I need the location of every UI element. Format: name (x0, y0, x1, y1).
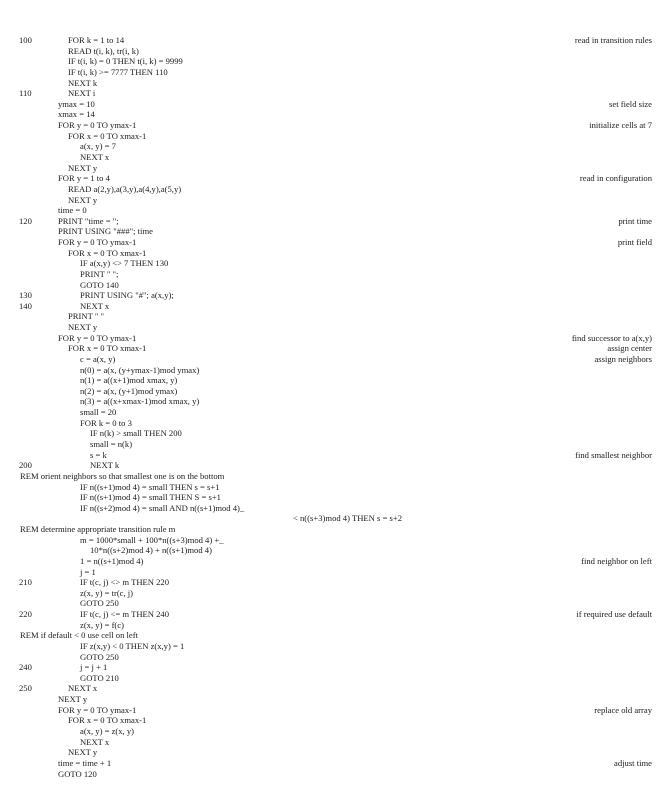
code-statement: PRINT USING "#"; a(x,y); (80, 290, 174, 301)
code-line (0, 280, 660, 290)
code-line (0, 673, 660, 683)
code-line (0, 418, 660, 428)
code-statement: FOR k = 0 to 3 (80, 417, 132, 428)
code-statement: IF n((s+1)mod 4) = small THEN s = s+1 (80, 481, 220, 492)
code-line (0, 609, 660, 619)
code-line (0, 173, 660, 183)
code-line (0, 662, 660, 672)
code-statement: IF n((s+1)mod 4) = small THEN S = s+1 (80, 492, 221, 503)
code-line (0, 258, 660, 268)
code-line (0, 598, 660, 608)
code-line (0, 78, 660, 88)
code-line (0, 88, 660, 98)
line-number: 200 (19, 460, 32, 471)
code-line (0, 482, 660, 492)
code-statement: FOR k = 1 to 14 (68, 35, 125, 45)
code-line (0, 630, 660, 640)
code-line (0, 333, 660, 343)
code-line (0, 556, 660, 566)
code-line (0, 652, 660, 662)
code-statement: small = 20 (80, 407, 117, 418)
code-statement: ymax = 10 (58, 98, 95, 109)
code-line (0, 141, 660, 151)
code-statement: REM orient neighbors so that smallest one is on the bottom (20, 470, 225, 481)
code-line (0, 396, 660, 406)
code-line (0, 471, 660, 481)
code-statement: GOTO 140 (80, 279, 119, 290)
code-statement: IF n(k) > small THEN 200 (90, 428, 182, 439)
code-statement: FOR y = 0 TO ymax-1 (58, 704, 137, 715)
code-line (0, 535, 660, 545)
code-statement: IF n((s+2)mod 4) = small AND n((s+1)mod 4)_ (80, 502, 245, 513)
code-line (0, 301, 660, 311)
code-statement: GOTO 250 (80, 651, 119, 662)
code-line (0, 365, 660, 375)
margin-comment: read in configuration (579, 173, 652, 184)
code-statement: n(1) = a((x+1)mod xmax, y) (80, 375, 178, 386)
code-statement: GOTO 120 (58, 768, 97, 779)
code-statement: NEXT y (68, 322, 98, 332)
margin-comment: find successor to a(x,y) (571, 332, 652, 343)
line-number: 250 (19, 683, 32, 694)
line-number: 130 (19, 290, 32, 301)
code-statement: c = a(x, y) (80, 353, 116, 364)
line-number: 220 (19, 609, 32, 619)
code-statement: PRINT USING "###"; time (58, 226, 153, 237)
code-line (0, 386, 660, 396)
code-line (0, 46, 660, 56)
code-line (0, 450, 660, 460)
code-line (0, 205, 660, 215)
code-statement: NEXT k (68, 77, 98, 88)
code-line (0, 758, 660, 768)
code-statement: NEXT x (80, 736, 110, 747)
code-statement: NEXT x (80, 300, 110, 311)
line-number: 100 (19, 35, 32, 45)
code-statement: small = n(k) (90, 438, 133, 449)
code-statement: REM determine appropriate transition rule m (20, 524, 176, 534)
code-line (0, 524, 660, 534)
code-line (0, 237, 660, 247)
code-line (0, 226, 660, 236)
code-line (0, 109, 660, 119)
code-statement: FOR y = 0 TO ymax-1 (58, 120, 137, 130)
code-statement: FOR y = 0 TO ymax-1 (58, 332, 137, 343)
code-line (0, 131, 660, 141)
margin-comment: print field (617, 237, 652, 247)
margin-comment: assign center (607, 343, 652, 354)
code-statement: NEXT y (68, 194, 98, 205)
code-statement: NEXT y (68, 162, 98, 173)
code-line (0, 56, 660, 66)
code-line (0, 375, 660, 385)
code-statement: n(3) = a((x+xmax-1)mod xmax, y) (80, 396, 200, 407)
code-line (0, 269, 660, 279)
margin-comment: assign neighbors (594, 353, 652, 364)
code-statement: s = k (90, 449, 107, 460)
code-line (0, 216, 660, 226)
code-statement: FOR x = 0 TO xmax-1 (68, 130, 147, 141)
line-number: 120 (19, 215, 32, 226)
code-statement: READ t(i, k), tr(i, k) (68, 45, 139, 56)
code-statement: GOTO 210 (80, 672, 119, 683)
code-line (0, 99, 660, 109)
code-line (0, 428, 660, 438)
code-statement: z(x, y) = tr(c, j) (80, 587, 134, 598)
code-line (0, 588, 660, 598)
code-statement: n(0) = a(x, (y+ymax-1)mod ymax) (80, 364, 200, 375)
code-statement: IF z(x,y) < 0 THEN z(x,y) = 1 (80, 640, 185, 651)
code-statement: z(x, y) = f(c) (80, 619, 124, 630)
code-line (0, 322, 660, 332)
code-statement: time = 0 (58, 205, 87, 216)
code-line (0, 290, 660, 300)
code-statement: IF t(i, k) = 0 THEN t(i, k) = 9999 (68, 56, 183, 67)
code-statement: xmax = 14 (58, 109, 95, 120)
code-statement: NEXT y (58, 694, 88, 705)
code-line (0, 248, 660, 258)
code-statement: NEXT x (68, 683, 98, 694)
line-number: 210 (19, 577, 32, 588)
code-statement: 10*n((s+2)mod 4) + n((s+1)mod 4) (90, 545, 212, 556)
margin-comment: find neighbor on left (581, 555, 652, 566)
code-statement: FOR x = 0 TO xmax-1 (68, 343, 147, 354)
code-line (0, 460, 660, 470)
code-statement: < n((s+3)mod 4) THEN s = s+2 (293, 513, 402, 524)
margin-comment: replace old array (594, 704, 652, 715)
code-line (0, 35, 660, 45)
code-statement: FOR x = 0 TO xmax-1 (68, 247, 147, 258)
code-line (0, 769, 660, 779)
code-line (0, 311, 660, 321)
line-number: 240 (19, 662, 32, 673)
code-line (0, 694, 660, 704)
code-statement: a(x, y) = 7 (80, 141, 116, 152)
margin-comment: read in transition rules (574, 35, 652, 45)
code-line (0, 726, 660, 736)
code-line (0, 705, 660, 715)
code-line (0, 407, 660, 417)
code-statement: NEXT x (80, 151, 110, 162)
code-statement: GOTO 250 (80, 598, 119, 609)
code-statement: REM if default < 0 use cell on left (20, 630, 138, 641)
line-number: 140 (19, 300, 32, 311)
code-line (0, 620, 660, 630)
code-statement: FOR y = 1 to 4 (58, 173, 110, 184)
code-line (0, 184, 660, 194)
margin-comment: if required use default (576, 609, 652, 619)
code-statement: IF a(x,y) <> 7 THEN 130 (80, 258, 169, 269)
code-line (0, 577, 660, 587)
code-line (0, 567, 660, 577)
code-statement: PRINT "time = "; (58, 215, 119, 226)
line-number: 110 (19, 88, 32, 99)
code-line (0, 439, 660, 449)
code-statement: FOR x = 0 TO xmax-1 (68, 715, 147, 726)
code-statement: 1 = n((s+1)mod 4) (80, 555, 144, 566)
code-line (0, 715, 660, 725)
code-statement: PRINT " " (68, 311, 104, 322)
code-statement: j = j + 1 (80, 662, 108, 673)
code-statement: IF t(c, j) <= m THEN 240 (80, 609, 170, 619)
code-line (0, 195, 660, 205)
code-line (0, 641, 660, 651)
code-line (0, 545, 660, 555)
code-line (0, 343, 660, 353)
code-line (0, 503, 660, 513)
margin-comment: set field size (609, 98, 652, 109)
code-statement: m = 1000*small + 100*n((s+3)mod 4) +_ (80, 534, 224, 545)
code-statement: NEXT y (68, 747, 98, 758)
code-line (0, 354, 660, 364)
margin-comment: print time (618, 215, 652, 226)
code-statement: READ a(2,y),a(3,y),a(4,y),a(5,y) (68, 183, 182, 194)
code-line (0, 492, 660, 502)
margin-comment: initialize cells at 7 (589, 120, 652, 130)
code-statement: PRINT " "; (80, 268, 119, 279)
code-statement: FOR y = 0 TO ymax-1 (58, 237, 137, 247)
margin-comment: adjust time (614, 757, 652, 768)
code-statement: NEXT k (90, 460, 120, 471)
code-line (0, 737, 660, 747)
code-line (0, 513, 660, 523)
code-statement: IF t(i, k) >= 7777 THEN 110 (68, 66, 168, 77)
margin-comment: find smallest neighbor (575, 449, 652, 460)
code-line (0, 67, 660, 77)
code-line (0, 683, 660, 693)
code-line (0, 747, 660, 757)
code-line (0, 120, 660, 130)
code-statement: a(x, y) = z(x, y) (80, 726, 135, 736)
code-statement: NEXT i (68, 88, 96, 99)
code-statement: n(2) = a(x, (y+1)mod ymax) (80, 385, 178, 396)
code-line (0, 163, 660, 173)
code-line (0, 152, 660, 162)
code-statement: j = 1 (80, 566, 96, 577)
code-statement: time = time + 1 (58, 757, 112, 768)
code-statement: IF t(c, j) <> m THEN 220 (80, 577, 170, 588)
